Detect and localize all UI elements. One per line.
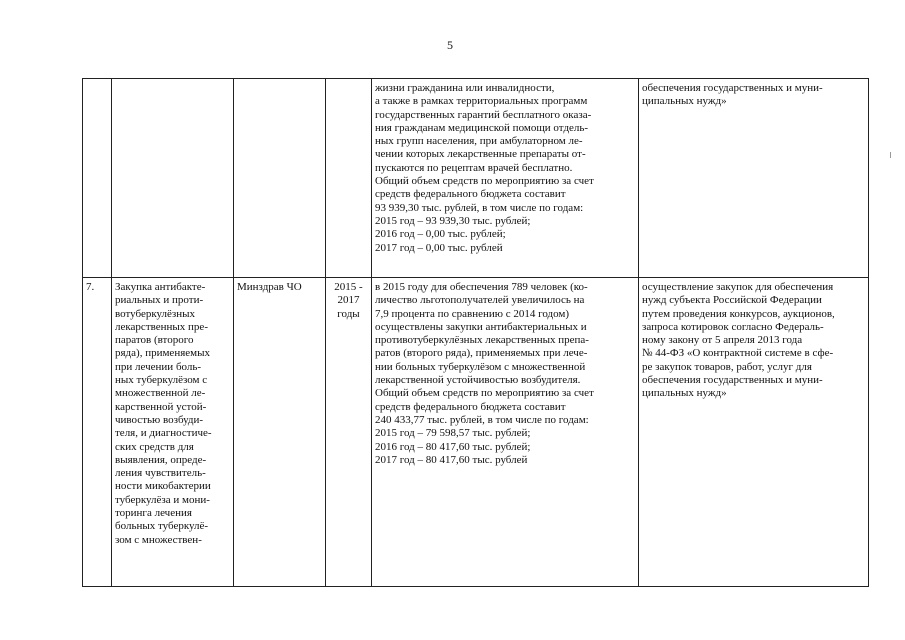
cell-period — [326, 79, 372, 278]
text-line: 2015 год – 93 939,30 тыс. рублей; — [375, 214, 531, 227]
text-line: 2017 год – 0,00 тыс. рублей — [375, 241, 503, 254]
text-line: множественной ле- — [115, 387, 206, 400]
text-line: риальных и проти- — [115, 294, 204, 307]
text-line: зом с множествен- — [115, 533, 202, 546]
text-line: паратов (второго — [115, 334, 194, 347]
text-line: ному закону от 5 апреля 2013 года — [642, 334, 803, 347]
text-line: ных туберкулёзом с — [115, 374, 208, 387]
description-text — [375, 82, 635, 255]
text-line: вотуберкулёзных — [115, 307, 196, 320]
text-line: № 44-ФЗ «О контрактной системе в сфе- — [642, 347, 834, 360]
text-line: нужд субъекта Российской Федерации — [642, 294, 822, 307]
text-line: обеспечения государственных и муни- — [642, 82, 823, 94]
cell-executor — [234, 79, 326, 278]
text-line: жизни гражданина или инвалидности, — [375, 82, 555, 94]
text-line: 2015 год – 79 598,57 тыс. рублей; — [375, 427, 531, 440]
table-row-7 — [83, 278, 869, 587]
text-line: теля, и диагностиче- — [115, 427, 212, 440]
text-line: средств федерального бюджета составит — [375, 400, 566, 413]
text-line: ципальных нужд» — [642, 387, 727, 400]
text-line: противотуберкулёзных лекарственных препа- — [375, 334, 589, 347]
text-line: государственных гарантий бесплатного оказа- — [375, 108, 592, 121]
text-line: лекарственных пре- — [115, 320, 208, 333]
text-line: ряда), применяемых — [115, 347, 210, 360]
text-line: осуществлены закупки антибактериальных и — [375, 320, 587, 333]
text-line: при лечении боль- — [115, 360, 202, 373]
text-line: личество льготополучателей увеличилось на — [375, 294, 585, 307]
page-number: 5 — [447, 38, 453, 52]
text-line: чивостью возбуди- — [115, 413, 204, 426]
text-line: ципальных нужд» — [642, 95, 727, 108]
text-line: больных туберкулё- — [115, 520, 209, 533]
text-line: 2015 - — [334, 281, 363, 293]
text-line: нии больных туберкулёзом с множественной — [375, 360, 586, 373]
result-text — [642, 281, 865, 401]
text-line: карственной устой- — [115, 400, 207, 413]
text-line: 93 939,30 тыс. рублей, в том числе по годам: — [375, 201, 584, 214]
text-line: запроса котировок согласно Федераль- — [642, 320, 824, 333]
text-line: 240 433,77 тыс. рублей, в том числе по годам: — [375, 413, 589, 426]
text-line: Общий объем средств по мероприятию за счет — [375, 387, 594, 400]
cell-period — [326, 278, 372, 587]
cell-measure-name — [112, 278, 234, 587]
cell-measure-name — [112, 79, 234, 278]
result-text — [642, 82, 865, 109]
text-line: ратов (второго ряда), применяемых при лече- — [375, 347, 588, 360]
text-line: ности микобактерии — [115, 480, 211, 493]
period-text — [329, 281, 368, 321]
text-line: осуществление закупок для обеспечения — [642, 281, 834, 293]
text-line: ления чувствитель- — [115, 467, 206, 480]
measures-table — [82, 78, 869, 587]
text-line: Общий объем средств по мероприятию за счет — [375, 175, 594, 188]
text-line: в 2015 году для обеспечения 789 человек (ко- — [375, 281, 588, 293]
cell-result — [639, 278, 869, 587]
cell-description — [372, 278, 639, 587]
text-line: средств федерального бюджета составит — [375, 188, 566, 201]
row-number: 7. — [83, 278, 112, 587]
text-line: туберкулёза и мони- — [115, 493, 210, 506]
text-line: а также в рамках территориальных программ — [375, 95, 588, 108]
cell-result — [639, 79, 869, 278]
text-line: ре закупок товаров, работ, услуг для — [642, 360, 812, 373]
text-line: ных групп населения, при амбулаторном ле- — [375, 135, 583, 148]
text-line: обеспечения государственных и муни- — [642, 374, 823, 387]
text-line: торинга лечения — [115, 507, 192, 520]
measure-name-text — [115, 281, 230, 547]
description-text — [375, 281, 635, 467]
text-line: чении которых лекарственные препараты от- — [375, 148, 586, 161]
text-line: годы — [337, 307, 360, 320]
text-line: ния гражданам медицинской помощи отдель- — [375, 121, 589, 134]
text-line: ских средств для — [115, 440, 194, 453]
text-line: 2017 год – 80 417,60 тыс. рублей — [375, 453, 528, 466]
cell-executor — [234, 278, 326, 587]
text-line: 2016 год – 80 417,60 тыс. рублей; — [375, 440, 531, 453]
text-line: Закупка антибакте- — [115, 281, 206, 293]
scan-edge-mark — [890, 152, 891, 158]
text-line: выявления, опреде- — [115, 453, 207, 466]
text-line: 2017 — [337, 294, 360, 307]
text-line: 7,9 процента по сравнению с 2014 годом) — [375, 307, 570, 320]
text-line: путем проведения конкурсов, аукционов, — [642, 307, 835, 320]
table-row-continuation — [83, 79, 869, 278]
cell-description — [372, 79, 639, 278]
text-line: 2016 год – 0,00 тыс. рублей; — [375, 228, 506, 241]
executor-text: Минздрав ЧО — [237, 281, 302, 293]
text-line: лекарственной устойчивостью возбудителя. — [375, 374, 581, 387]
text-line: пускаются по рецептам врачей бесплатно. — [375, 161, 573, 174]
cell-number — [83, 79, 112, 278]
